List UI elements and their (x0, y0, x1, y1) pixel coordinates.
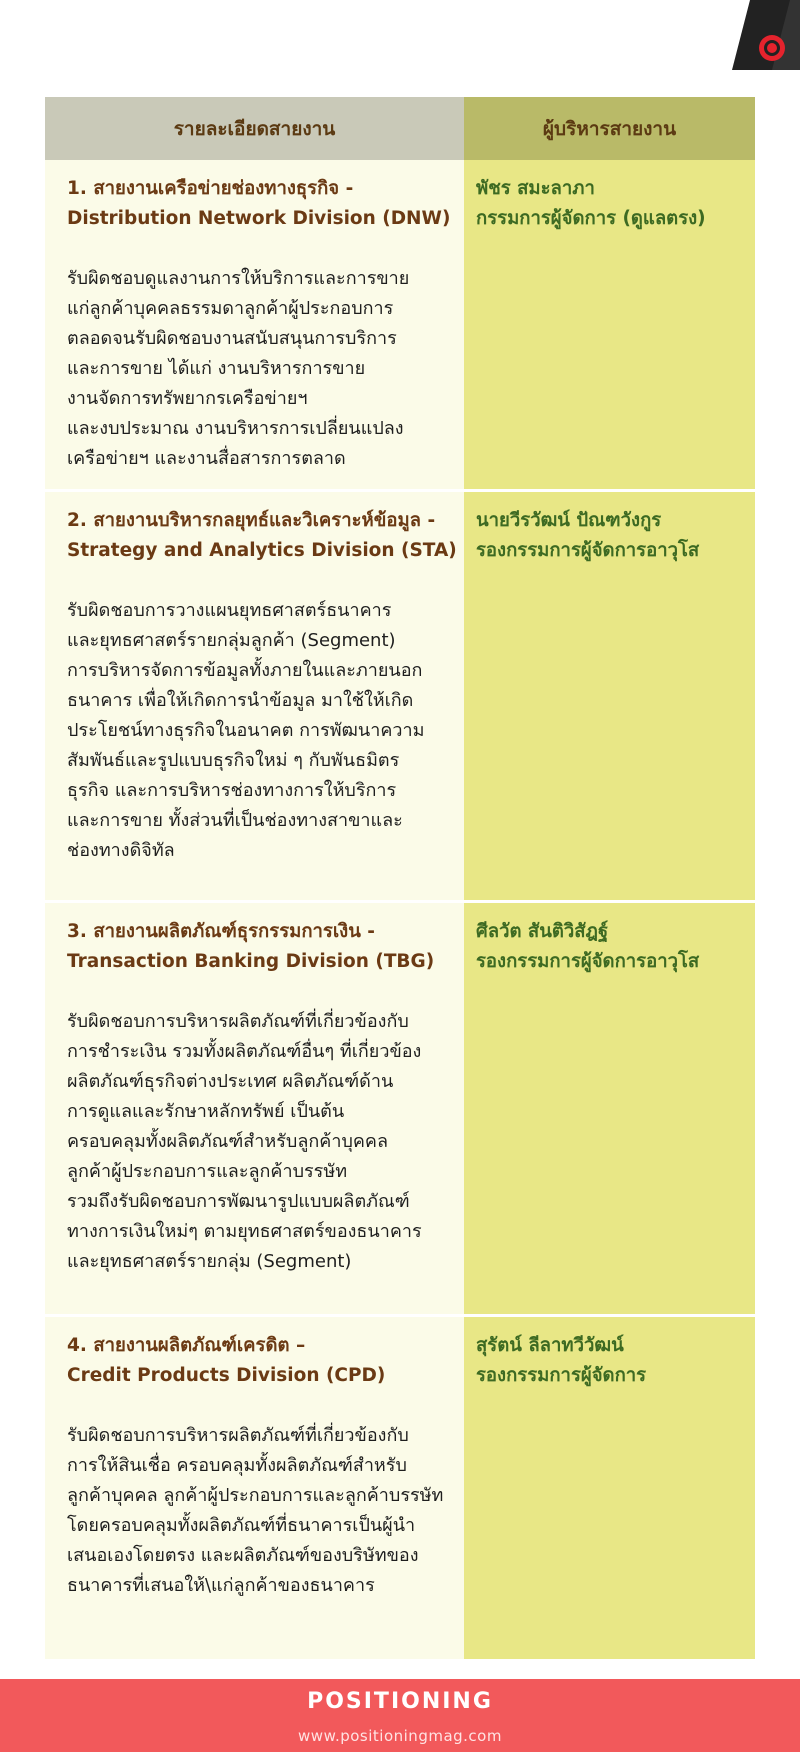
division-title-line: 2. สายงานบริหารกลยุทธ์และวิเคราะห์ข้อมูล - (67, 510, 436, 531)
division-title (67, 917, 460, 977)
header-division-executive: ผู้บริหารสายงาน (464, 97, 755, 160)
table-row (45, 1314, 755, 1659)
division-title-line: Strategy and Analytics Division (STA) (67, 540, 457, 561)
division-details-cell (45, 903, 464, 1314)
division-description: รับผิดชอบการบริหารผลิตภัณฑ์ที่เกี่ยวข้องกับ การให้สินเชื่อ ครอบคลุมทั้งผลิตภัณฑ์สำหรับ ลูกค้าบุคคล ลูกค้าผู้ประกอบการและลูกค้าบรรษัท โดยครอบคลุมทั้งผลิตภัณฑ์ที่ธนาคารเป็นผู้นำ เสนอเองโดยตรง และผลิตภัณฑ์ของบริษัทของ ธนาคารที่เสนอให้\แก่ลูกค้าของธนาคาร (67, 1425, 444, 1596)
division-executive-cell (464, 492, 755, 900)
division-title-line: Distribution Network Division (DNW) (67, 208, 451, 229)
executive-name: พัชร สมะลาภา (476, 178, 595, 199)
executive-title: รองกรรมการผู้จัดการ (476, 1365, 647, 1386)
division-executive-cell (464, 160, 755, 489)
positioning-corner-logo-icon (710, 0, 800, 70)
division-details-cell (45, 492, 464, 900)
division-executive-cell (464, 903, 755, 1314)
division-title (67, 174, 460, 234)
table-row (45, 160, 755, 489)
division-description: รับผิดชอบดูแลงานการให้บริการและการขาย แก่ลูกค้าบุคคลธรรมดาลูกค้าผู้ประกอบการ ตลอดจนรับผิดชอบงานสนับสนุนการบริการ และการขาย ได้แก่ งานบริหารการขาย งานจัดการทรัพยากรเครือข่ายฯ และงบประมาณ งานบริหารการเปลี่ยนแปลง เครือข่ายฯ และงานสื่อสารการตลาด (67, 268, 410, 469)
footer-banner (0, 1679, 800, 1752)
division-details-cell (45, 1317, 464, 1659)
footer-brand-logo: POSITIONING (307, 1689, 493, 1714)
header-division-details: รายละเอียดสายงาน (45, 97, 464, 160)
division-details-cell (45, 160, 464, 489)
division-title-line: 3. สายงานผลิตภัณฑ์ธุรกรรมการเงิน - (67, 921, 375, 942)
table-header (45, 97, 755, 160)
division-title-line: Credit Products Division (CPD) (67, 1365, 386, 1386)
executive-title: รองกรรมการผู้จัดการอาวุโส (476, 540, 700, 561)
executive-name: นายวีรวัฒน์ ปัณฑวังกูร (476, 510, 662, 531)
footer-url-link[interactable]: www.positioningmag.com (298, 1727, 502, 1745)
table-row (45, 489, 755, 900)
division-table (45, 97, 755, 1659)
table-row (45, 900, 755, 1314)
division-executive-cell (464, 1317, 755, 1659)
division-title-line: 1. สายงานเครือข่ายช่องทางธุรกิจ - (67, 178, 354, 199)
division-description: รับผิดชอบการบริหารผลิตภัณฑ์ที่เกี่ยวข้องกับ การชำระเงิน รวมทั้งผลิตภัณฑ์อื่นๆ ที่เกี่ยวข้อง ผลิตภัณฑ์ธุรกิจต่างประเทศ ผลิตภัณฑ์ด้าน การดูแลและรักษาหลักทรัพย์ เป็นต้น ครอบคลุมทั้งผลิตภัณฑ์สำหรับลูกค้าบุคคล ลูกค้าผู้ประกอบการและลูกค้าบรรษัท รวมถึงรับผิดชอบการพัฒนารูปแบบผลิตภัณฑ์ ทางการเงินใหม่ๆ ตามยุทธศาสตร์ของธนาคาร และยุทธศาสตร์รายกลุ่ม (Segment) (67, 1011, 422, 1272)
division-title-line: 4. สายงานผลิตภัณฑ์เครดิต – (67, 1335, 306, 1356)
division-title (67, 1331, 460, 1391)
division-title (67, 506, 460, 566)
division-description: รับผิดชอบการวางแผนยุทธศาสตร์ธนาคาร และยุทธศาสตร์รายกลุ่มลูกค้า (Segment) การบริหารจัดการข้อมูลทั้งภายในและภายนอก ธนาคาร เพื่อให้เกิดการนำข้อมูล มาใช้ให้เกิด ประโยชน์ทางธุรกิจในอนาคต การพัฒนาความ สัมพันธ์และรูปแบบธุรกิจใหม่ ๆ กับพันธมิตร ธุรกิจ และการบริหารช่องทางการให้บริการ และการขาย ทั้งส่วนที่เป็นช่องทางสาขาและ ช่องทางดิจิทัล (67, 600, 425, 861)
division-title-line: Transaction Banking Division (TBG) (67, 951, 435, 972)
executive-name: ศีลวัต สันติวิสัฎฐ์ (476, 921, 609, 942)
executive-name: สุรัตน์ ลีลาทวีวัฒน์ (476, 1335, 624, 1356)
executive-title: รองกรรมการผู้จัดการอาวุโส (476, 951, 700, 972)
executive-title: กรรมการผู้จัดการ (ดูแลตรง) (476, 208, 706, 229)
